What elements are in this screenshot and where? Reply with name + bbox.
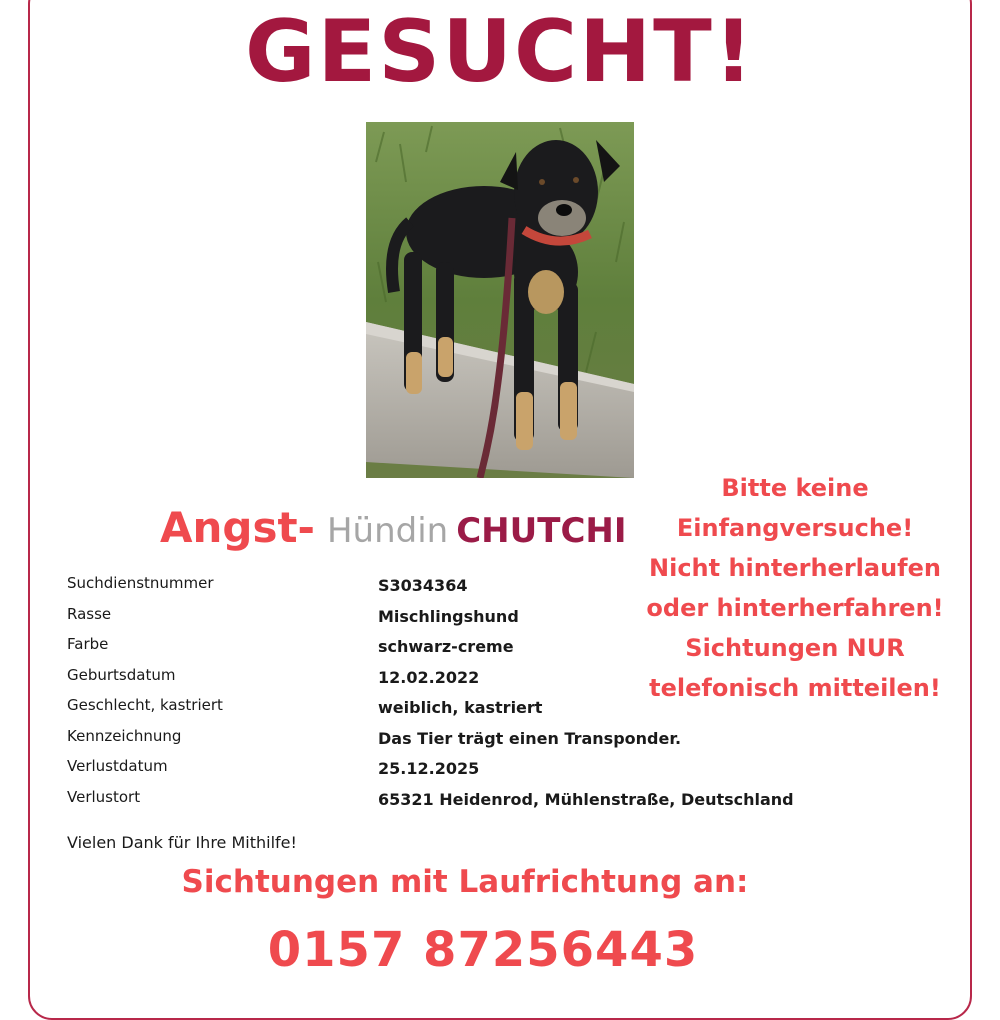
warning-line: Nicht hinterherlaufen [649,554,941,582]
detail-value: Mischlingshund [378,606,519,626]
warning-line: Sichtungen NUR [685,634,905,662]
thanks-text: Vielen Dank für Ihre Mithilfe! [67,833,297,852]
detail-label: Geburtsdatum [67,665,176,684]
warning-line: Einfangversuche! [676,514,914,542]
warning-line: Bitte keine [721,474,869,502]
warning-line: oder hinterherfahren! [646,594,944,622]
detail-label: Geschlecht, kastriert [67,696,223,714]
detail-row [67,694,887,725]
detail-label: Farbe [67,635,109,653]
headline-prefix: Angst- [160,503,315,552]
detail-label: Kennzeichnung [67,726,182,745]
detail-row [67,633,887,664]
details-table [67,572,887,816]
detail-row [67,786,887,817]
dog-photo [366,122,634,478]
detail-value: 25.12.2025 [378,759,480,778]
poster-title: GESUCHT! [244,2,756,102]
detail-value: S3034364 [378,576,468,595]
headline-middle: Hündin [326,511,449,551]
phone-number[interactable]: 0157 87256443 [267,922,699,978]
detail-row [67,755,887,786]
detail-value: weiblich, kastriert [378,698,543,717]
detail-row [67,725,887,756]
headline [160,500,627,560]
detail-value: Das Tier trägt einen Transponder. [378,728,682,748]
detail-row [67,572,887,603]
detail-label: Suchdienstnummer [67,574,214,592]
detail-value: 12.02.2022 [378,667,480,687]
detail-value: 65321 Heidenrod, Mühlenstraße, Deutschland [378,789,794,809]
detail-row [67,603,887,634]
dog-name: CHUTCHI [456,511,627,551]
detail-label: Verlustort [67,787,141,806]
sightings-label: Sichtungen mit Laufrichtung an: [181,864,749,900]
detail-value: schwarz-creme [378,637,514,656]
detail-label: Verlustdatum [67,757,168,775]
warning-line: telefonisch mitteilen! [649,674,941,702]
detail-row [67,664,887,695]
detail-label: Rasse [67,604,112,623]
